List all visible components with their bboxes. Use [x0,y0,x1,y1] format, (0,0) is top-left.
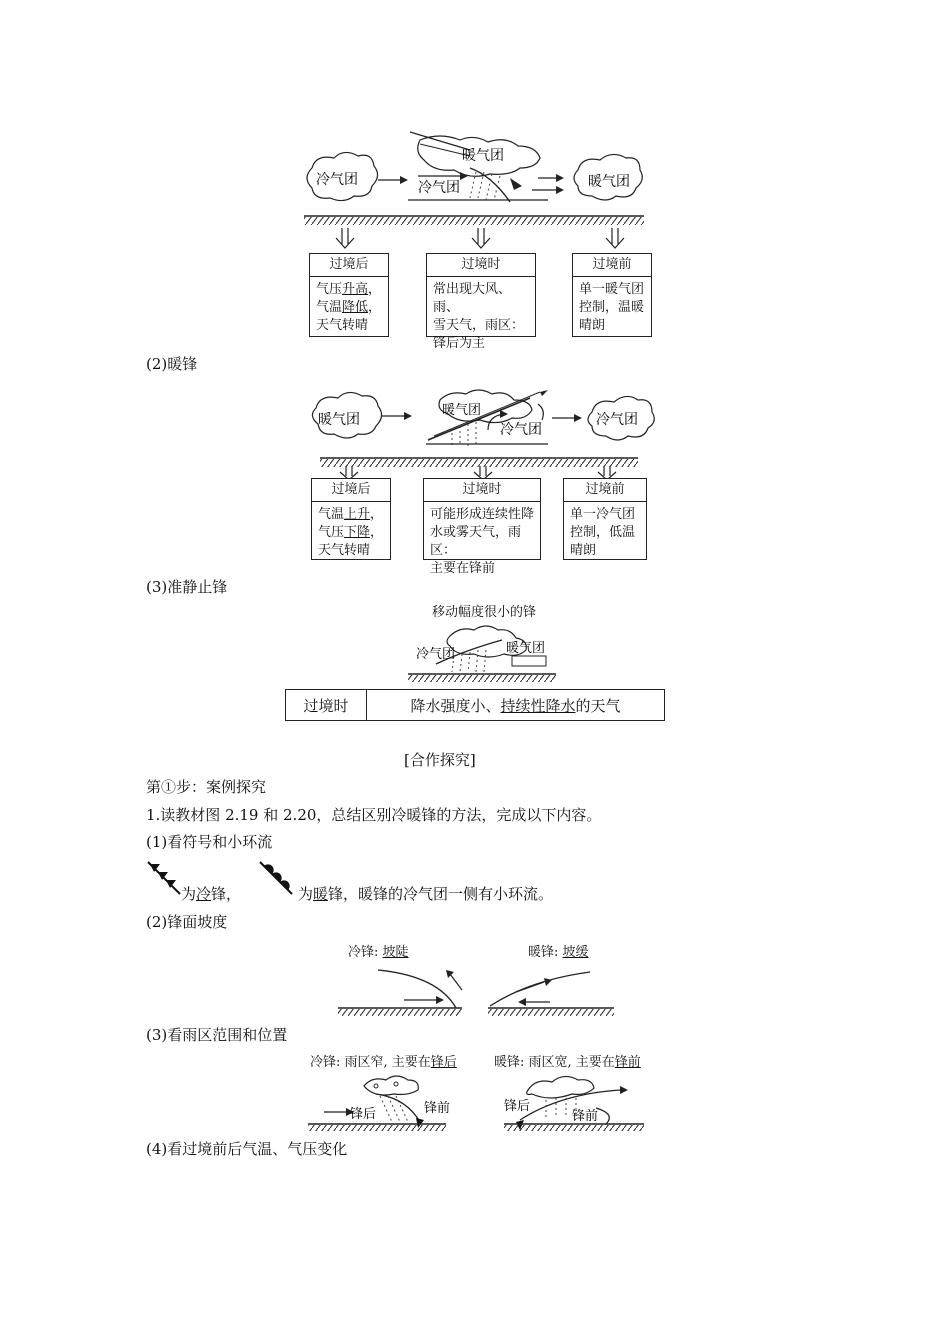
stationary-front-caption: 移动幅度很小的锋 [432,605,537,620]
box-title: 过境前 [573,254,651,277]
stationary-front-diagram [0,620,950,690]
warm-symbol-text: 为暖锋，暖锋的冷气团一侧有小环流。 [298,885,554,903]
cold-label-right: 冷气团 [596,412,638,428]
question-1: 1.读教材图 2.19 和 2.20，总结区别冷暖锋的方法，完成以下内容。 [146,806,602,824]
warm-label-mid: 暖气团 [442,403,482,418]
warm-label-upper: 暖气团 [462,148,504,164]
warm-front-diagram [0,378,950,488]
cold-front-label: 锋前 [424,1101,451,1116]
box-title: 过境后 [312,479,390,502]
warm-front-heading: (2)暖锋 [146,355,198,373]
cold-rain-label: 冷锋: 雨区窄, 主要在锋后 [310,1055,457,1070]
table-label: 过境时 [286,690,367,721]
box-title: 过境前 [564,479,646,502]
warm-rain-label: 暖锋: 雨区宽, 主要在锋前 [494,1055,641,1070]
box-title: 过境时 [427,254,535,277]
cold-front-before-box: 过境前 单一暖气团 控制，温暖 晴朗 [572,253,652,337]
box-title: 过境时 [424,479,540,502]
warm-back-label: 锋后 [504,1099,531,1114]
cold-front-after-box: 过境后 气压升高， 气温降低， 天气转晴 [309,253,389,337]
warm-label: 暖气团 [506,641,546,656]
warm-front-label: 锋前 [572,1109,599,1124]
stationary-front-heading: (3)准静止锋 [146,578,228,596]
step-heading: 第①步：案例探究 [146,778,267,796]
cold-label-mid: 冷气团 [418,180,460,196]
cold-front-symbol-icon [144,858,184,898]
box-title: 过境后 [310,254,388,277]
rain-diagrams [0,1072,950,1132]
table-value: 降水强度小、持续性降水的天气 [367,690,665,721]
sub-heading-4: (4)看过境前后气温、气压变化 [146,1140,348,1158]
warm-label-left: 暖气团 [318,412,360,428]
cold-label-mid: 冷气团 [500,422,542,438]
warm-front-after-box: 过境后 气温上升， 气压下降， 天气转晴 [311,478,391,560]
warm-front-before-box: 过境前 单一冷气团 控制，低温 晴朗 [563,478,647,560]
cold-slope-label: 冷锋: 坡陡 [348,945,409,960]
warm-front-during-box: 过境时 可能形成连续性降 水或雾天气，雨区： 主要在锋前 [423,478,541,560]
cold-front-during-box: 过境时 常出现大风、雨、 雪天气，雨区： 锋后为主 [426,253,536,337]
sub-heading-3: (3)看雨区范围和位置 [146,1026,288,1044]
cold-label-left: 冷气团 [316,172,358,188]
slope-diagrams [0,962,950,1022]
stationary-front-table [285,689,665,721]
section-title: [合作探究] [404,751,476,769]
cold-back-label: 锋后 [350,1107,377,1122]
cold-label: 冷气团 [416,647,456,662]
sub-heading-1: (1)看符号和小环流 [146,833,273,851]
sub-heading-2: (2)锋面坡度 [146,913,228,931]
warm-slope-label: 暖锋: 坡缓 [528,945,589,960]
cold-symbol-text: 为冷锋， [181,885,242,903]
warm-label-right: 暖气团 [588,174,630,190]
warm-front-symbol-icon [256,858,296,898]
